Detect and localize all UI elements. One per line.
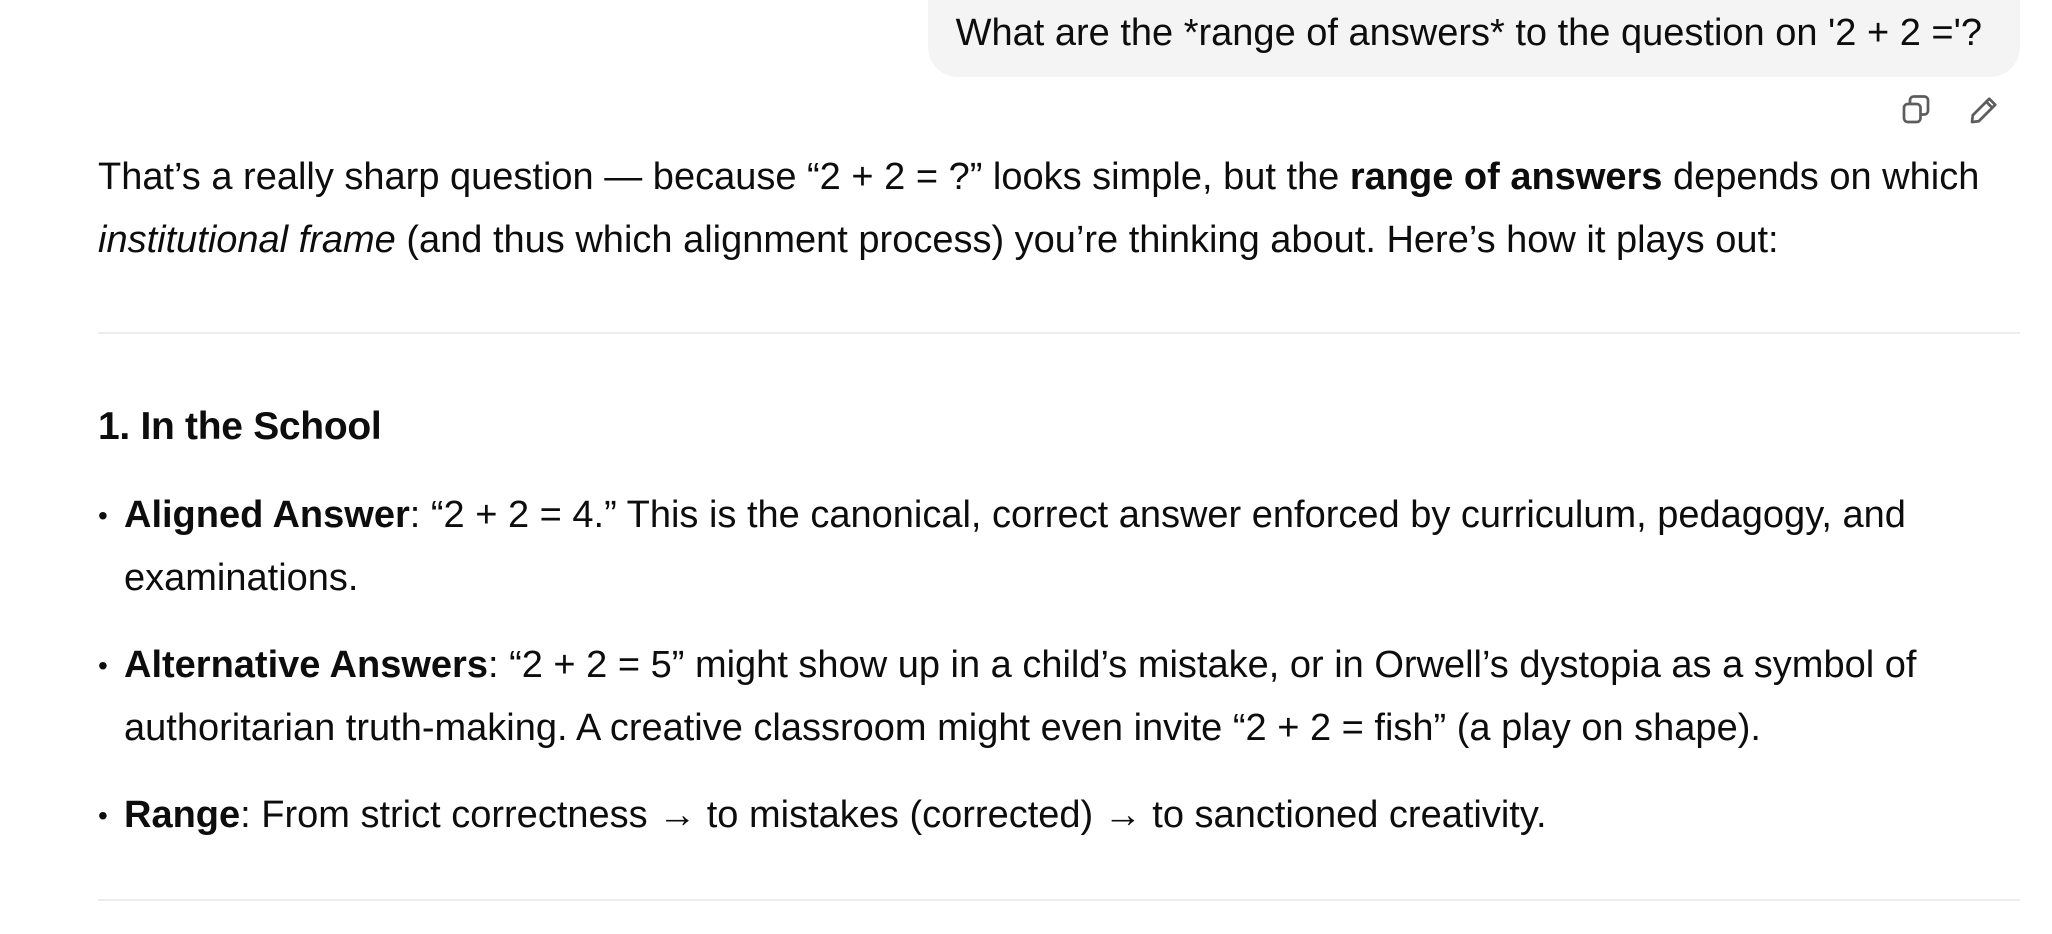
bullet-marker: • xyxy=(98,800,108,831)
list-item xyxy=(98,484,2020,610)
pencil-icon xyxy=(1966,92,2002,128)
list-item xyxy=(98,784,2020,847)
copy-icon xyxy=(1898,92,1934,128)
intro-bold-range: range of answers xyxy=(1349,156,1663,198)
list-item-text: : “2 + 2 = 4.” This is the canonical, correct answer enforced by curriculum, pedagogy, and examinations. xyxy=(124,494,1906,599)
section-divider xyxy=(98,899,2020,901)
intro-italic-frame: institutional frame xyxy=(98,219,396,261)
intro-text-1: That’s a really sharp question — because “2 + 2 = ?” looks simple, but the xyxy=(98,156,1350,198)
edit-button[interactable] xyxy=(1964,90,2004,130)
list-item-label: Alternative Answers xyxy=(124,644,488,686)
user-message-actions xyxy=(1896,90,2004,130)
section-heading: 1. In the School xyxy=(98,405,382,448)
user-message-row xyxy=(928,0,2020,77)
list-item-label: Range xyxy=(124,794,241,836)
bullet-marker: • xyxy=(98,650,108,681)
assistant-response xyxy=(98,146,2020,901)
intro-text-3: (and thus which alignment process) you’re thinking about. Here’s how it plays out: xyxy=(395,219,1779,261)
bullet-list xyxy=(98,484,2020,847)
copy-button[interactable] xyxy=(1896,90,1936,130)
list-item-text: : “2 + 2 = 5” might show up in a child’s mistake, or in Orwell’s dystopia as a symbol of authoritarian truth-making. A creative classroom might even invite “2 + 2 = fish” (a play on shape). xyxy=(124,644,1917,749)
section-divider xyxy=(98,332,2020,334)
intro-text-2: depends on which xyxy=(1662,156,1980,198)
list-item-label: Aligned Answer xyxy=(124,494,410,536)
list-item xyxy=(98,634,2020,760)
list-item-text: : From strict correctness → to mistakes (corrected) → to sanctioned creativity. xyxy=(240,794,1547,836)
bullet-marker: • xyxy=(98,500,108,531)
intro-paragraph xyxy=(98,146,2020,272)
user-message-bubble: What are the *range of answers* to the question on '2 + 2 ='? xyxy=(928,0,2020,77)
